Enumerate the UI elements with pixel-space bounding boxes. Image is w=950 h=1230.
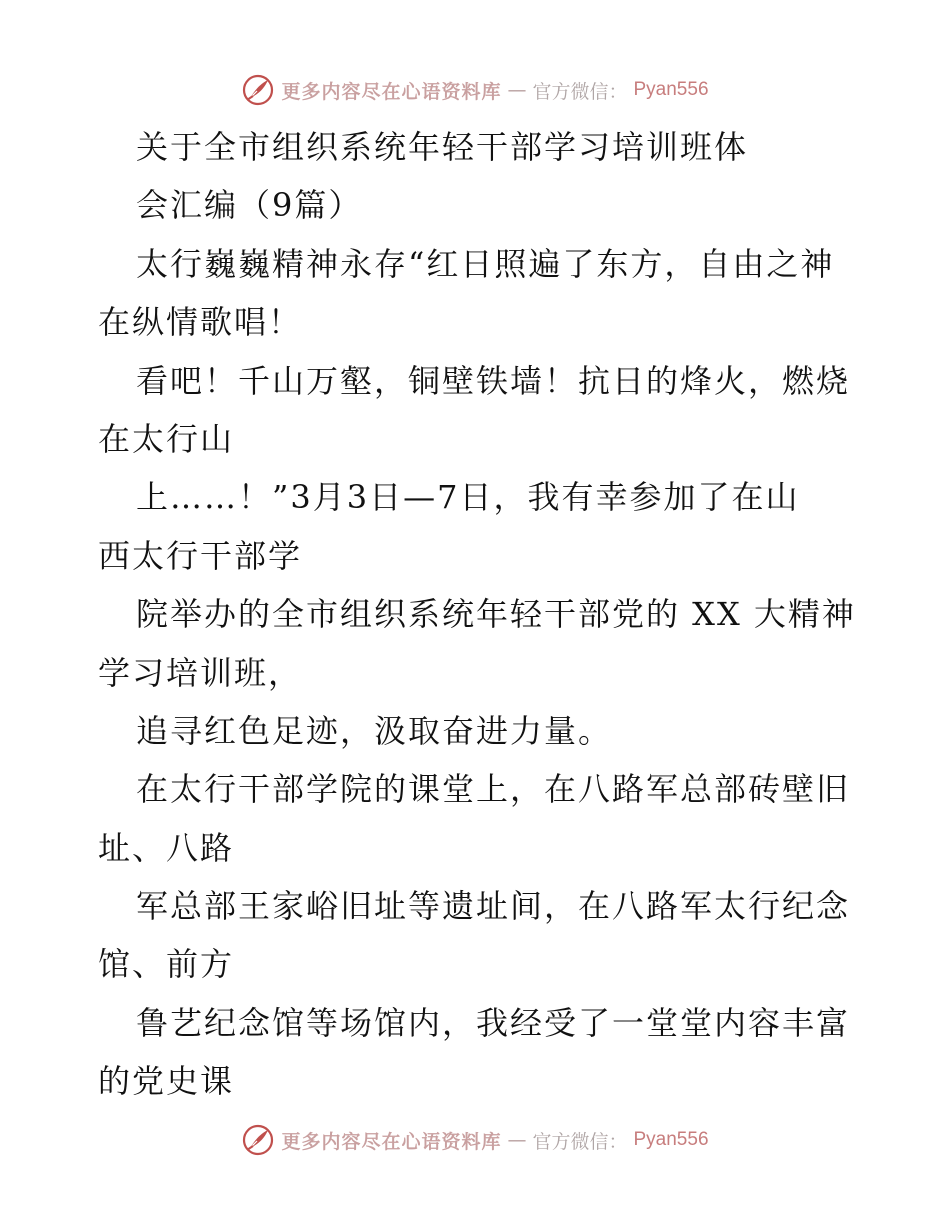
text-line: 在太行山 <box>98 419 235 458</box>
text-line: 院举办的全市组织系统年轻干部党的 XX 大精神 <box>136 595 856 634</box>
text-line: 上……！”3月3日—7日，我有幸参加了在山 <box>136 478 800 517</box>
watermark-main-text: 更多内容尽在心语资料库 <box>281 80 502 103</box>
watermark-sub-text: 官方微信： <box>532 80 628 103</box>
text-line: 看吧！千山万壑，铜壁铁墙！抗日的烽火，燃烧 <box>136 361 851 400</box>
text-line: 西太行干部学 <box>98 536 303 575</box>
feather-pen-icon <box>241 1123 275 1157</box>
text-line: 鲁艺纪念馆等场馆内，我经受了一堂堂内容丰富 <box>136 1003 851 1042</box>
feather-pen-icon <box>241 73 275 107</box>
watermark-main-text: 更多内容尽在心语资料库 <box>281 1130 502 1153</box>
watermark-wechat-id: Pyan556 <box>633 79 709 100</box>
text-line: 太行巍巍精神永存“红日照遍了东方，自由之神 <box>136 244 835 283</box>
watermark-wechat-id: Pyan556 <box>633 1129 709 1150</box>
text-line: 军总部王家峪旧址等遗址间，在八路军太行纪念 <box>136 887 851 926</box>
text-line: 址、八路 <box>98 828 235 867</box>
text-line: 会汇编（9篇） <box>136 186 363 225</box>
text-line: 学习培训班， <box>98 653 303 692</box>
watermark-dash: — <box>507 1129 527 1151</box>
header-watermark <box>0 70 950 110</box>
text-line: 关于全市组织系统年轻干部学习培训班体 <box>136 128 749 166</box>
watermark-sub-text: 官方微信： <box>532 1130 628 1153</box>
text-line: 追寻红色足迹，汲取奋进力量。 <box>136 711 613 750</box>
watermark-dash: — <box>507 79 527 101</box>
footer-watermark <box>0 1120 950 1160</box>
text-line: 在纵情歌唱！ <box>98 303 303 342</box>
document-body <box>98 118 858 1111</box>
text-line: 在太行干部学院的课堂上，在八路军总部砖壁旧 <box>136 770 851 809</box>
text-line: 馆、前方 <box>98 945 235 984</box>
text-line: 的党史课 <box>98 1062 235 1101</box>
